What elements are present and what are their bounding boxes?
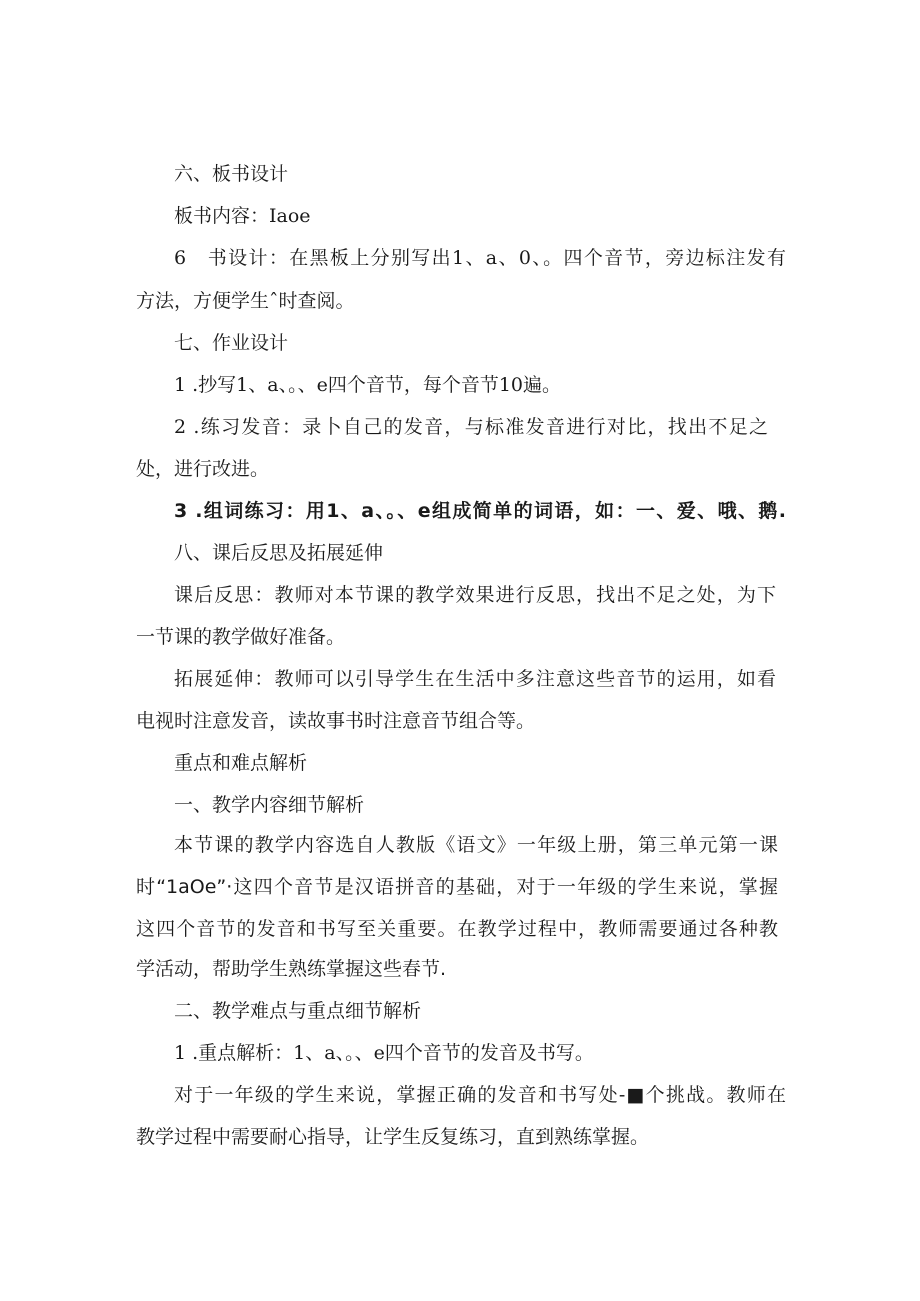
paragraph-line: 一节课的教学做好准备。 (136, 626, 346, 648)
paragraph-line: 拓展延伸：教师可以引导学生在生活中多注意这些音节的运用，如看 (174, 668, 776, 690)
list-item: 3 .组词练习：用1、a、。、e组成简单的词语，如：一、爱、哦、鹅. (174, 500, 786, 522)
heading-difficulty-analysis: 二、教学难点与重点细节解析 (174, 1000, 422, 1022)
paragraph-line: 6 书设计：在黑板上分别写出1、a、0、。四个音节，旁边标注发有 (174, 247, 786, 269)
list-item: 2 .练习发音：录卜自己的发音，与标准发音进行对比，找出不足之 (174, 416, 768, 438)
paragraph-line: 处，进行改进。 (136, 458, 270, 480)
paragraph-line: 课后反思：教师对本节课的教学效果进行反思，找出不足之处，为下 (174, 584, 776, 606)
heading-homework-design: 七、作业设计 (174, 332, 289, 354)
paragraph-line: 对于一年级的学生来说，掌握正确的发音和书写处-■个挑战。教师在 (174, 1084, 786, 1106)
paragraph-line: 这四个音节的发音和书写至关重要。在教学过程中，教师需要通过各种教 (136, 918, 778, 940)
list-item: 1 .重点解析：1、a、。、e四个音节的发音及书写。 (174, 1042, 594, 1064)
paragraph-line: 电视时注意发音，读故事书时注意音节组合等。 (136, 710, 536, 732)
paragraph-line: 本节课的教学内容选自人教版《语文》一年级上册，第三单元第一课 (174, 834, 778, 856)
list-item: 1 .抄写1、a、。、e四个音节，每个音节10遍。 (174, 374, 562, 396)
heading-board-design: 六、板书设计 (174, 163, 289, 185)
heading-key-points: 重点和难点解析 (174, 752, 308, 774)
heading-content-analysis: 一、教学内容细节解析 (174, 794, 365, 816)
paragraph-line: 时“1aOe”·这四个音节是汉语拼音的基础，对于一年级的学生来说，掌握 (136, 876, 778, 898)
paragraph-line: 方法，方便学生ˆ时查阅。 (136, 290, 355, 312)
paragraph-line: 板书内容：Iaoe (174, 205, 311, 227)
paragraph-line: 学活动，帮助学生熟练掌握这些春节. (136, 958, 447, 980)
heading-reflection: 八、课后反思及拓展延伸 (174, 542, 384, 564)
paragraph-line: 教学过程中需要耐心指导，让学生反复练习，直到熟练掌握。 (136, 1126, 650, 1148)
